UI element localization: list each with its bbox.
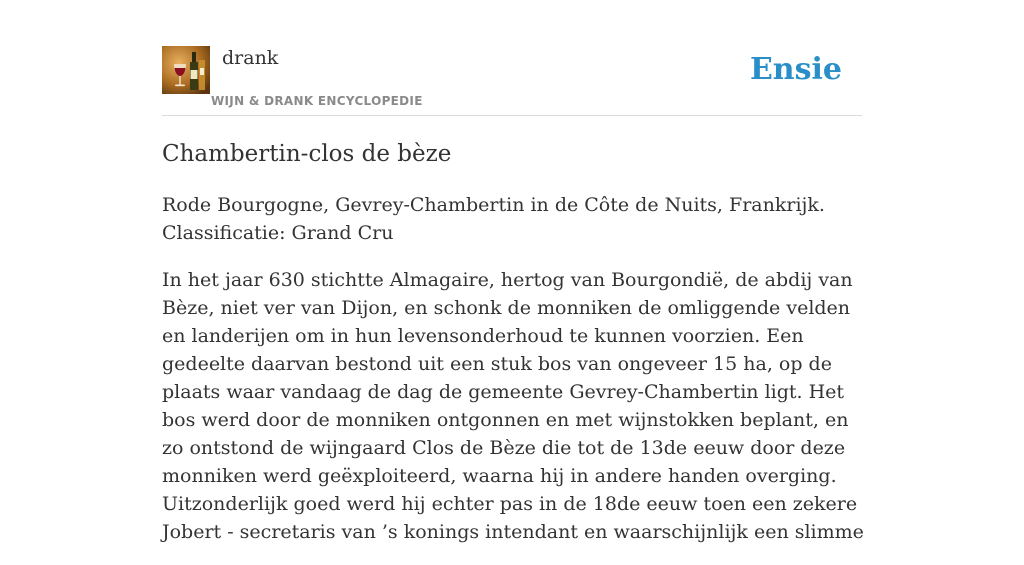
- site-header: [162, 46, 862, 116]
- article-paragraph: In het jaar 630 stichtte Almagaire, hertog van Bourgondië, de abdij van Bèze, niet ver van Dijon, en schonk de monniken de omliggende velden en landerijen om in hun levensonderhoud te kunnen voorzien. Een gedeelte daarvan bestond uit een stuk bos van ongeveer 15 ha, op de plaats waar vandaag de dag de gemeente Gevrey-Chambertin ligt. Het bos werd door de monniken ontgonnen en met wijnstokken beplant, en zo ontstond de wijngaard Clos de Bèze die tot de 13de eeuw door deze monniken werd geëxploiteerd, waarna hij in andere handen overging. Uitzonderlijk goed werd hij echter pas in de 18de eeuw toen een zekere Jobert - secretaris van ’s konings intendant en waarschijnlijk een slimme: [162, 269, 864, 543]
- article: [162, 137, 866, 565]
- site-subtitle: WIJN & DRANK ENCYCLOPEDIE: [211, 94, 423, 108]
- article-title: Chambertin-clos de bèze: [162, 141, 452, 167]
- article-paragraph: Rode Bourgogne, Gevrey-Chambertin in de Côte de Nuits, Frankrijk. Classificatie: Grand Cru: [162, 194, 825, 244]
- brand-logo[interactable]: Ensie: [749, 52, 842, 87]
- wine-glass-bottle-icon[interactable]: [162, 46, 210, 94]
- site-name[interactable]: drank: [222, 47, 279, 69]
